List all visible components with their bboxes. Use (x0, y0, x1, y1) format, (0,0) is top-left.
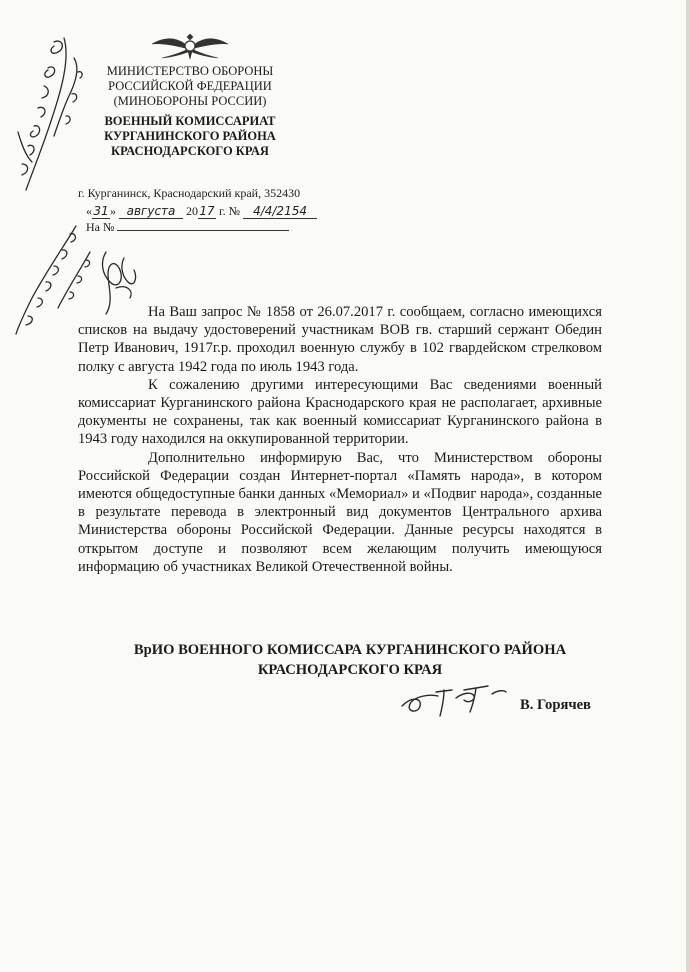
doc-number: 4/4/2154 (243, 204, 317, 219)
ministry-line: РОССИЙСКОЙ ФЕДЕРАЦИИ (108, 79, 272, 93)
office-address: г. Курганинск, Краснодарский край, 352430 (78, 186, 301, 200)
date-month: августа (119, 204, 183, 219)
office-line: КРАСНОДАРСКОГО КРАЯ (111, 144, 269, 158)
signatory-title-line: ВрИО ВОЕННОГО КОМИССАРА КУРГАНИНСКОГО РАЙОНА (133, 642, 567, 658)
reference-label: На № (86, 220, 115, 234)
date-line: «31» августа 2017 г. № 4/4/2154 (86, 204, 317, 219)
ministry-header (70, 64, 310, 109)
signatory-title-line: КРАСНОДАРСКОГО КРАЯ (257, 662, 443, 678)
signatory-title (100, 640, 600, 680)
office-line: ВОЕННЫЙ КОМИССАРИАТ (104, 114, 276, 128)
eagle-emblem-icon (150, 30, 230, 62)
body-paragraph: К сожалению другими интересующими Вас сведениями военный комиссариат Курганинского района Краснодарского края не располагает, архивные документы не сохранены, так как военный комиссариат Курганинского района в 1943 году находился на оккупированной территории. (78, 376, 602, 448)
body-paragraph: На Ваш запрос № 1858 от 26.07.2017 г. сообщаем, согласно имеющихся списков на выдачу удостоверений участникам ВОВ гв. старший сержант Обедин Петр Иванович, 1917г.р. проходил военную службу в 102 гвардейском стрелковом полку с августа 1942 года по июль 1943 года. (78, 304, 602, 375)
handwritten-signature (398, 680, 510, 720)
body-paragraph: Дополнительно информирую Вас, что Министерством обороны Российской Федерации создан Интернет-портал «Память народа», в котором имеются общедоступные банки данных «Мемориал» и «Подвиг народа», созданные в результате перевода в электронный вид документов Центрального архива Министерства обороны Российской Федерации. Данные ресурсы находятся в открытом доступе и позволяют всем желающим получить имеющуюся информацию об участниках Великой Отечественной войны. (78, 449, 602, 575)
date-year-prefix: 20 (186, 204, 198, 218)
letter-body (78, 303, 602, 576)
date-number-label: г. № (219, 204, 241, 218)
page-edge (686, 0, 690, 972)
signatory-name: В. Горячев (520, 697, 591, 713)
date-day: 31 (93, 204, 109, 218)
office-header (70, 114, 310, 159)
margin-handwriting-top (4, 28, 94, 198)
ministry-line: (МИНОБОРОНЫ РОССИИ) (113, 94, 267, 108)
office-line: КУРГАНИНСКОГО РАЙОНА (104, 129, 276, 143)
date-year-suffix: 17 (199, 204, 215, 218)
ministry-line: МИНИСТЕРСТВО ОБОРОНЫ (106, 64, 274, 78)
